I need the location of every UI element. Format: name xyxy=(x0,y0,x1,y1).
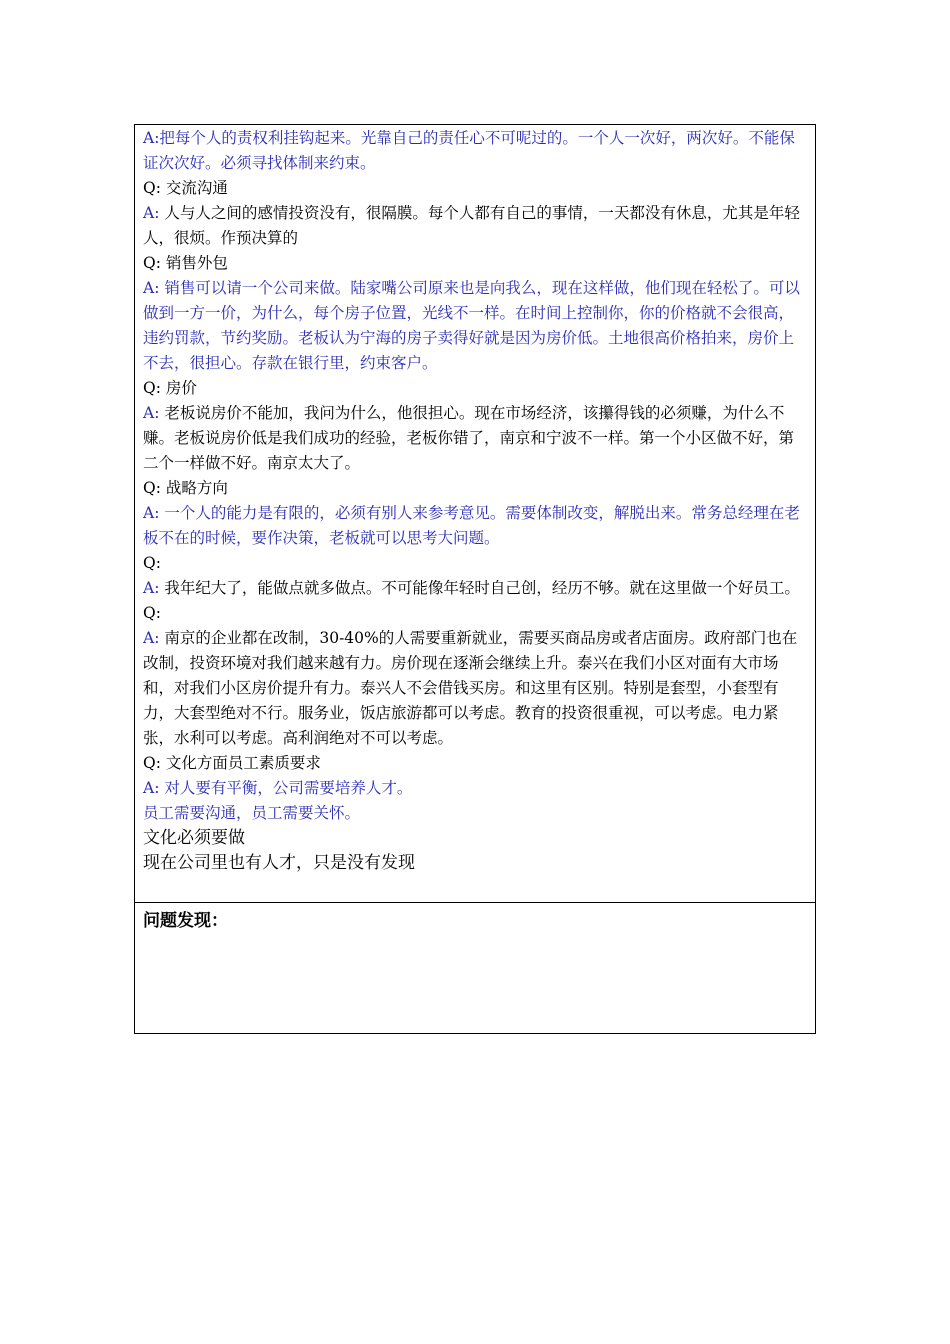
question-label: Q: xyxy=(143,479,161,497)
question-line xyxy=(143,476,807,501)
entry-text: 交流沟通 xyxy=(160,179,228,197)
problem-cell xyxy=(135,903,815,1033)
entry-text: 我年纪大了，能做点就多做点。不可能像年轻时自己创，经历不够。就在这里做一个好员工。 xyxy=(159,579,800,597)
question-line xyxy=(143,751,807,776)
question-line xyxy=(143,251,807,276)
entry-text: 销售外包 xyxy=(160,254,228,272)
entry-text: 员工需要沟通，员工需要关怀。 xyxy=(143,804,361,822)
extra-line: 现在公司里也有人才，只是没有发现 xyxy=(143,853,415,873)
answer-line xyxy=(143,201,807,251)
problem-heading: 问题发现： xyxy=(143,911,228,931)
answer-label: A: xyxy=(143,404,160,422)
entry-text: 销售可以请一个公司来做。陆家嘴公司原来也是向我么，现在这样做，他们现在轻松了。可以做到一方一价，为什么，每个房子位置，光线不一样。在时间上控制你，你的价格就不会很高，违约罚款，节约奖励。老板认为宁海的房子卖得好就是因为房价低。土地很高价格拍来，房价上不去，很担心。存款在银行里，约束客户。 xyxy=(143,279,800,372)
question-label: Q: xyxy=(143,554,161,572)
answer-label: A: xyxy=(143,204,160,222)
answer-label: A: xyxy=(143,279,160,297)
answer-line xyxy=(143,576,807,601)
answer-line xyxy=(143,501,807,551)
entry-text: 老板说房价不能加，我问为什么，他很担心。现在市场经济，该攥得钱的必须赚，为什么不赚。老板说房价低是我们成功的经验，老板你错了，南京和宁波不一样。第一个小区做不好，第二个一样做不好。南京太大了。 xyxy=(143,404,795,472)
extra-line: 文化必须要做 xyxy=(143,828,245,848)
qa-list xyxy=(143,126,807,826)
question-label: Q: xyxy=(143,604,161,622)
answer-label: A: xyxy=(143,504,160,522)
interview-notes-cell xyxy=(135,125,815,903)
entry-text: 文化方面员工素质要求 xyxy=(160,754,321,772)
entry-text: 把每个人的责权利挂钩起来。光靠自己的责任心不可呢过的。一个人一次好，两次好。不能保证次次好。必须寻找体制来约束。 xyxy=(143,129,795,172)
answer-label: A: xyxy=(143,129,160,147)
answer-line xyxy=(143,626,807,751)
entry-text: 房价 xyxy=(160,379,197,397)
entry-text: 对人要有平衡，公司需要培养人才。 xyxy=(159,779,413,797)
answer-line xyxy=(143,801,807,826)
question-label: Q: xyxy=(143,754,161,772)
question-line xyxy=(143,376,807,401)
answer-line xyxy=(143,401,807,476)
question-label: Q: xyxy=(143,254,161,272)
question-label: Q: xyxy=(143,379,161,397)
question-line xyxy=(143,176,807,201)
answer-line xyxy=(143,126,807,176)
answer-line xyxy=(143,776,807,801)
entry-text: 一个人的能力是有限的，必须有别人来参考意见。需要体制改变，解脱出来。常务总经理在老板不在的时候，要作决策，老板就可以思考大问题。 xyxy=(143,504,800,547)
entry-text: 战略方向 xyxy=(160,479,228,497)
answer-label: A: xyxy=(143,629,160,647)
entry-text: 人与人之间的感情投资没有，很隔膜。每个人都有自己的事情，一天都没有休息，尤其是年轻人，很烦。作预决算的 xyxy=(143,204,800,247)
answer-label: A: xyxy=(143,579,160,597)
entry-text: 南京的企业都在改制，30-40%的人需要重新就业，需要买商品房或者店面房。政府部门也在改制，投资环境对我们越来越有力。房价现在逐渐会继续上升。泰兴在我们小区对面有大市场和，对我们小区房价提升有力。泰兴人不会借钱买房。和这里有区别。特别是套型，小套型有力，大套型绝对不行。服务业，饭店旅游都可以考虑。教育的投资很重视，可以考虑。电力紧张，水利可以考虑。高利润绝对不可以考虑。 xyxy=(143,629,798,747)
answer-label: A: xyxy=(143,779,160,797)
question-label: Q: xyxy=(143,179,161,197)
interview-table xyxy=(134,124,816,1034)
question-line xyxy=(143,601,807,626)
question-line xyxy=(143,551,807,576)
answer-line xyxy=(143,276,807,376)
